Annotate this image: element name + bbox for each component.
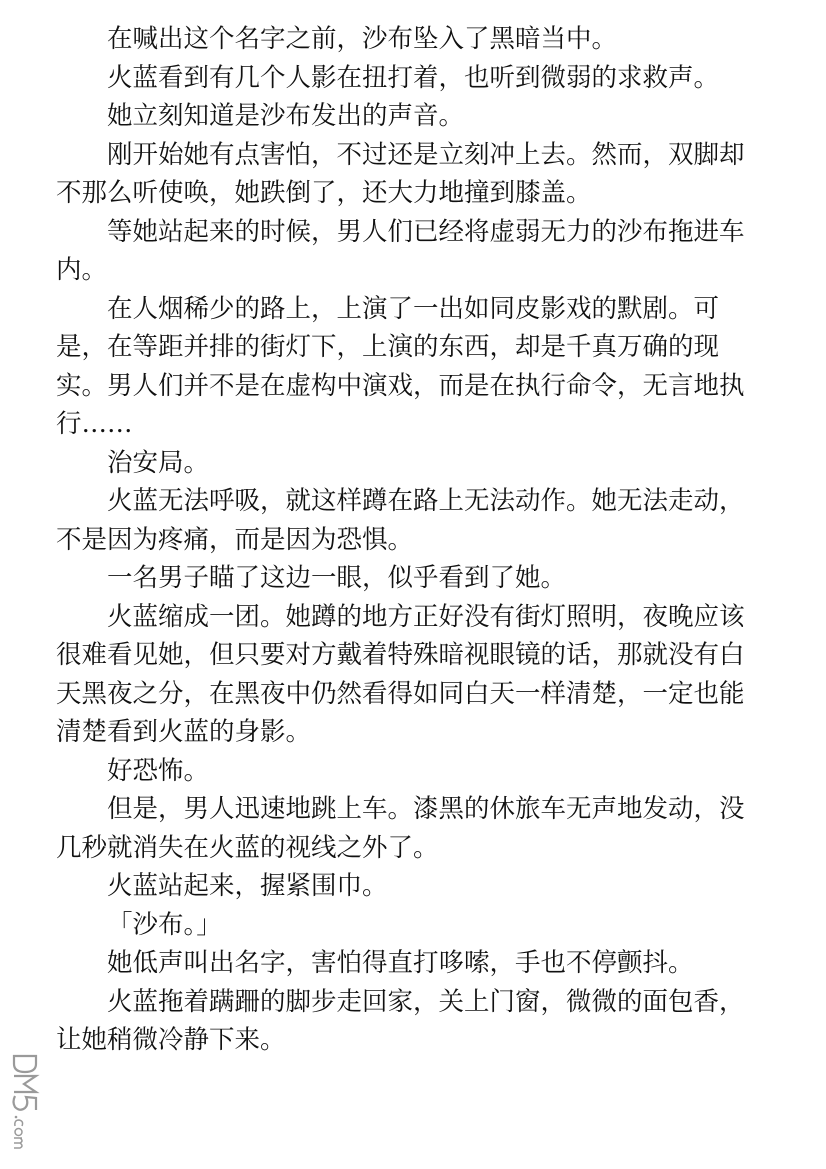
watermark-icon: [6, 1052, 48, 1152]
paragraph-15: 她低声叫出名字，害怕得直打哆嗦，手也不停颤抖。: [107, 948, 694, 978]
paragraph-14: 「沙布。」: [107, 909, 222, 940]
paragraph-2: 火蓝看到有几个人影在扭打着，也听到微弱的求救声。: [107, 62, 720, 93]
text-page: [56, 20, 756, 1060]
paragraph-16: 火蓝拖着蹒跚的脚步走回家，关上门窗，微微的面包香，让她稍微冷静下来。: [56, 986, 745, 1055]
paragraph-1: 在喊出这个名字之前，沙布坠入了黑暗当中。: [107, 24, 618, 54]
paragraph-12: 但是，男人迅速地跳上车。漆黑的休旅车无声地发动，没几秒就消失在火蓝的视线之外了。: [56, 794, 745, 863]
paragraph-3: 她立刻知道是沙布发出的声音。: [107, 101, 465, 131]
paragraph-8: 火蓝无法呼吸，就这样蹲在路上无法动作。她无法走动，不是因为疼痛，而是因为恐惧。: [56, 486, 745, 555]
paragraph-9: 一名男子瞄了这边一眼，似乎看到了她。: [107, 563, 567, 593]
paragraph-10: 火蓝缩成一团。她蹲的地方正好没有街灯照明，夜晚应该很难看见她，但只要对方戴着特殊暗视眼镜的话，那就没有白天黑夜之分，在黑夜中仍然看得如同白天一样清楚，一定也能清楚看到火蓝的身影。: [56, 601, 745, 747]
paragraph-11: 好恐怖。: [107, 755, 210, 786]
paragraph-5: 等她站起来的时候，男人们已经将虚弱无力的沙布拖进车内。: [56, 216, 745, 285]
paragraph-4: 刚开始她有点害怕，不过还是立刻冲上去。然而，双脚却不那么听使唤，她跌倒了，还大力地撞到膝盖。: [56, 139, 745, 208]
dm5-watermark-logo: [6, 1052, 48, 1152]
paragraph-13: 火蓝站起来，握紧围巾。: [107, 871, 388, 901]
paragraph-7: 治安局。: [107, 447, 210, 478]
paragraph-6: 在人烟稀少的路上，上演了一出如同皮影戏的默剧。可是，在等距并排的街灯下，上演的东西，却是千真万确的现实。男人们并不是在虚构中演戏，而是在执行命令，无言地执行……: [56, 293, 745, 439]
